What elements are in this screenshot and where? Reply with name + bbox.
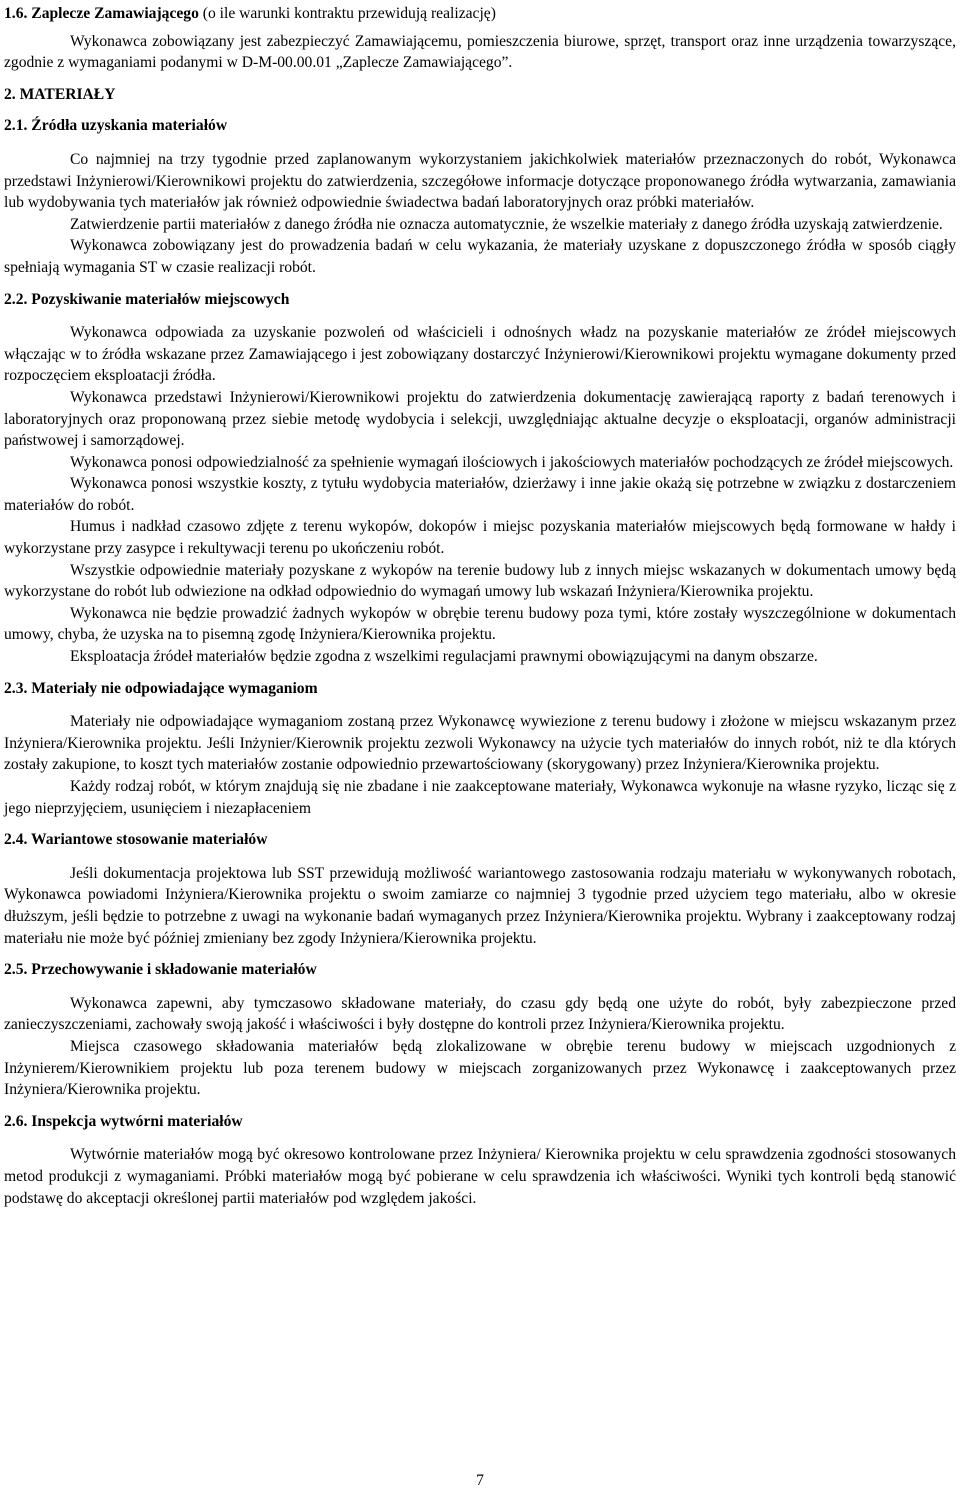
heading-normal-part: (o ile warunki kontraktu przewidują realizację) bbox=[198, 5, 496, 22]
section-title: 2.5. Przechowywanie i składowanie materiałów bbox=[4, 961, 317, 979]
paragraph: Co najmniej na trzy tygodnie przed zaplanowanym wykorzystaniem jakichkolwiek materiałów przeznaczonych do robót, Wykonawca przedstawi Inżynierowi/Kierownikowi projektu do zatwierdzenia, szczegółowe informacje dotyczące proponowanego źródła wytwarzania, zamawiania lub wydobywania tych materiałów jak również odpowiednie świadectwa badań laboratoryjnych oraz próbki materiałów. bbox=[4, 150, 956, 212]
paragraph: Zatwierdzenie partii materiałów z danego źródła nie oznacza automatycznie, że wszelkie materiały z danego źródła uzyskają zatwierdzenie. bbox=[70, 215, 943, 233]
paragraph: Wykonawca przedstawi Inżynierowi/Kierownikowi projektu do zatwierdzenia dokumentację zawierającą raporty z badań terenowych i laboratoryjnych oraz proponowaną przez siebie metodę wydobycia i selekcji, uwzględniając aktualne decyzje o eksploatacji, organów administracji państwowej i samorządowej. bbox=[4, 388, 956, 450]
section-title: 2.4. Wariantowe stosowanie materiałów bbox=[4, 831, 268, 849]
heading-bold-part: 1.6. Zaplecze Zamawiającego bbox=[4, 5, 199, 22]
paragraph: Wykonawca nie będzie prowadzić żadnych wykopów w obrębie terenu budowy poza tymi, które zostały wyszczególnione w dokumentach umowy, chyba, że uzyska na to pisemną zgodę Inżyniera/Kierownika projektu. bbox=[4, 604, 956, 644]
paragraph: Wykonawca odpowiada za uzyskanie pozwoleń od właścicieli i odnośnych władz na pozyskanie materiałów ze źródeł miejscowych włączając w to źródła wskazane przez Zamawiającego i jest zobowiązany dostarczyć Inżynierowi/Kierownikowi projektu wymagane dokumenty przed rozpoczęciem eksploatacji źródła. bbox=[4, 324, 956, 385]
paragraph: Eksploatacja źródeł materiałów będzie zgodna z wszelkimi regulacjami prawnymi obowiązującymi na danym obszarze. bbox=[70, 648, 818, 666]
paragraph: Wytwórnie materiałów mogą być okresowo kontrolowane przez Inżyniera/ Kierownika projektu w celu sprawdzenia zgodności stosowanych metod produkcji z wymaganiami. Próbki materiałów mogą być pobierane w celu sprawdzenia ich właściwości. Wyniki tych kontroli będą stanowić podstawę do akceptacji określonej partii materiałów pod względem jakości. bbox=[4, 1146, 956, 1207]
section-heading-1-6 bbox=[4, 3, 956, 25]
chapter-title: 2. MATERIAŁY bbox=[4, 85, 116, 103]
paragraph: Wykonawca zobowiązany jest do prowadzenia badań w celu wykazania, że materiały uzyskane z dopuszczonego źródła w sposób ciągły spełniają wymagania ST w czasie realizacji robót. bbox=[4, 237, 956, 276]
section-title: 2.1. Źródła uzyskania materiałów bbox=[4, 117, 228, 135]
paragraph: Wykonawca zapewni, aby tymczasowo składowane materiały, do czasu gdy będą one użyte do robót, były zabezpieczone przed zanieczyszczeniami, zachowały swoją jakość i właściwości i były dostępne do kontroli przez Inżyniera/Kierownika projektu. bbox=[4, 994, 956, 1034]
paragraph: Wszystkie odpowiednie materiały pozyskane z wykopów na terenie budowy lub z innych miejsc wskazanych w dokumentach umowy będą wykorzystane do robót lub odwiezione na odkład odpowiednio do wymagań umowy lub wskazań Inżyniera/Kierownika projektu. bbox=[4, 561, 956, 601]
section-title: 2.2. Pozyskiwanie materiałów miejscowych bbox=[4, 290, 290, 308]
section-title: 2.6. Inspekcja wytwórni materiałów bbox=[4, 1112, 243, 1130]
paragraph: Miejsca czasowego składowania materiałów będą zlokalizowane w obrębie terenu budowy w miejscach uzgodnionych z Inżynierem/Kierownikiem projektu lub poza terenem budowy w miejscach zorganizowanych przez Wykonawcę i zaakceptowanych przez Inżyniera/Kierownika projektu. bbox=[4, 1037, 956, 1099]
page-number: 7 bbox=[476, 1472, 484, 1489]
paragraph: Każdy rodzaj robót, w którym znajdują się nie zbadane i nie zaakceptowane materiały, Wykonawca wykonuje na własne ryzyko, licząc się z jego nieprzyjęciem, usunięciem i niezapłaceniem bbox=[4, 778, 956, 817]
section-title: 2.3. Materiały nie odpowiadające wymaganiom bbox=[4, 679, 318, 697]
paragraph: Jeśli dokumentacja projektowa lub SST przewidują możliwość wariantowego zastosowania rodzaju materiału w wykonywanych robotach, Wykonawca powiadomi Inżyniera/Kierownika projektu o swoim zamiarze co najmniej 3 tygodnie przed użyciem tego materiału, albo w okresie dłuższym, jeśli będzie to potrzebne z uwagi na wykonanie badań wymaganych przez Inżyniera/Kierownika projektu. Wybrany i zaakceptowany rodzaj materiału nie może być później zmieniany bez zgody Inżyniera/Kierownika projektu. bbox=[4, 864, 956, 947]
paragraph: Wykonawca ponosi wszystkie koszty, z tytułu wydobycia materiałów, dzierżawy i inne jakie okażą się potrzebne w związku z dostarczeniem materiałów do robót. bbox=[4, 475, 956, 514]
paragraph: Materiały nie odpowiadające wymaganiom zostaną przez Wykonawcę wywiezione z terenu budowy i złożone w miejscu wskazanym przez Inżyniera/Kierownika projektu. Jeśli Inżynier/Kierownik projektu zezwoli Wykonawcy na użycie tych materiałów do innych robót, niż te dla których zostały zakupione, to koszt tych materiałów zostanie odpowiednio przewartościowany (skorygowany) przez Inżyniera/Kierownika projektu. bbox=[4, 713, 956, 774]
paragraph: Wykonawca ponosi odpowiedzialność za spełnienie wymagań ilościowych i jakościowych materiałów pochodzących ze źródeł miejscowych. bbox=[70, 453, 954, 471]
intro-paragraph: Wykonawca zobowiązany jest zabezpieczyć Zamawiającemu, pomieszczenia biurowe, sprzęt, transport oraz inne urządzenia towarzyszące, zgodnie z wymaganiami podanymi w D-M-00.00.01 „Zaplecze Zamawiającego”. bbox=[4, 32, 956, 72]
paragraph: Humus i nadkład czasowo zdjęte z terenu wykopów, dokopów i miejsc pozyskania materiałów miejscowych będą formowane w hałdy i wykorzystane przy zasypce i rekultywacji terenu po ukończeniu robót. bbox=[4, 518, 956, 558]
